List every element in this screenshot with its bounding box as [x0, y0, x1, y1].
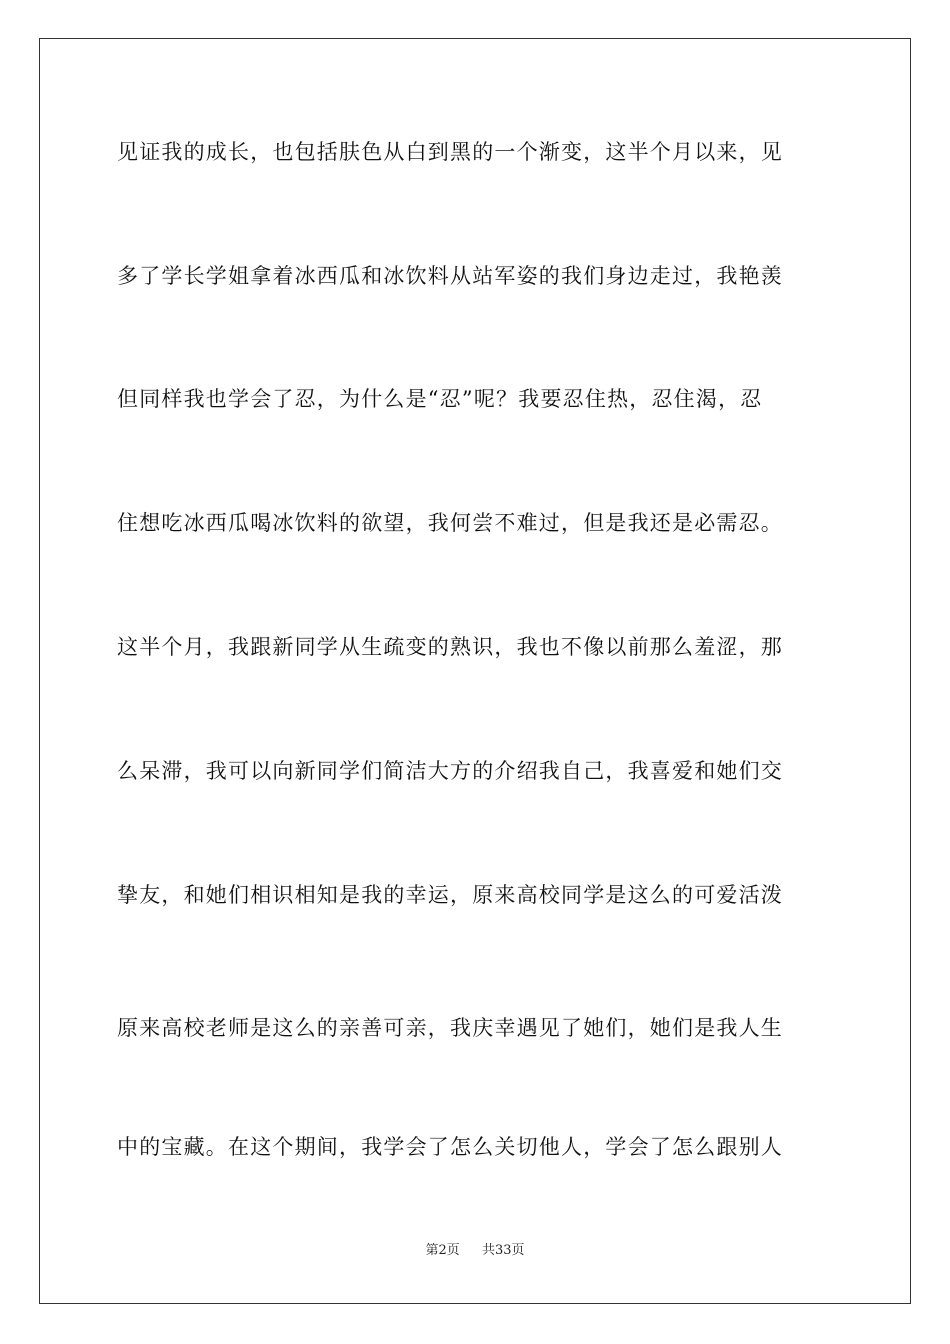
body-text-line-9: 中的宝藏。在这个期间，我学会了怎么关切他人，学会了怎么跟别人	[117, 1135, 783, 1159]
body-text-line-4: 住想吃冰西瓜喝冰饮料的欲望，我何尝不难过，但是我还是必需忍。	[117, 511, 783, 535]
body-text-line-7: 挚友，和她们相识相知是我的幸运，原来高校同学是这么的可爱活泼	[117, 883, 783, 907]
page-footer	[0, 1242, 950, 1260]
page-border	[39, 38, 911, 1304]
body-text-line-6: 么呆滞，我可以向新同学们简洁大方的介绍我自己，我喜爱和她们交	[117, 759, 783, 783]
body-text-line-3: 但同样我也学会了忍，为什么是“忍”呢？我要忍住热，忍住渴，忍	[117, 387, 763, 411]
body-text-line-5: 这半个月，我跟新同学从生疏变的熟识，我也不像以前那么羞涩，那	[117, 635, 783, 659]
page-number: 第2页	[425, 1243, 460, 1258]
total-pages: 共33页	[482, 1243, 525, 1258]
body-text-line-1: 见证我的成长，也包括肤色从白到黑的一个渐变，这半个月以来，见	[117, 140, 783, 164]
body-text-line-2: 多了学长学姐拿着冰西瓜和冰饮料从站军姿的我们身边走过，我艳羡	[117, 264, 783, 288]
body-text-line-8: 原来高校老师是这么的亲善可亲，我庆幸遇见了她们，她们是我人生	[117, 1016, 783, 1040]
